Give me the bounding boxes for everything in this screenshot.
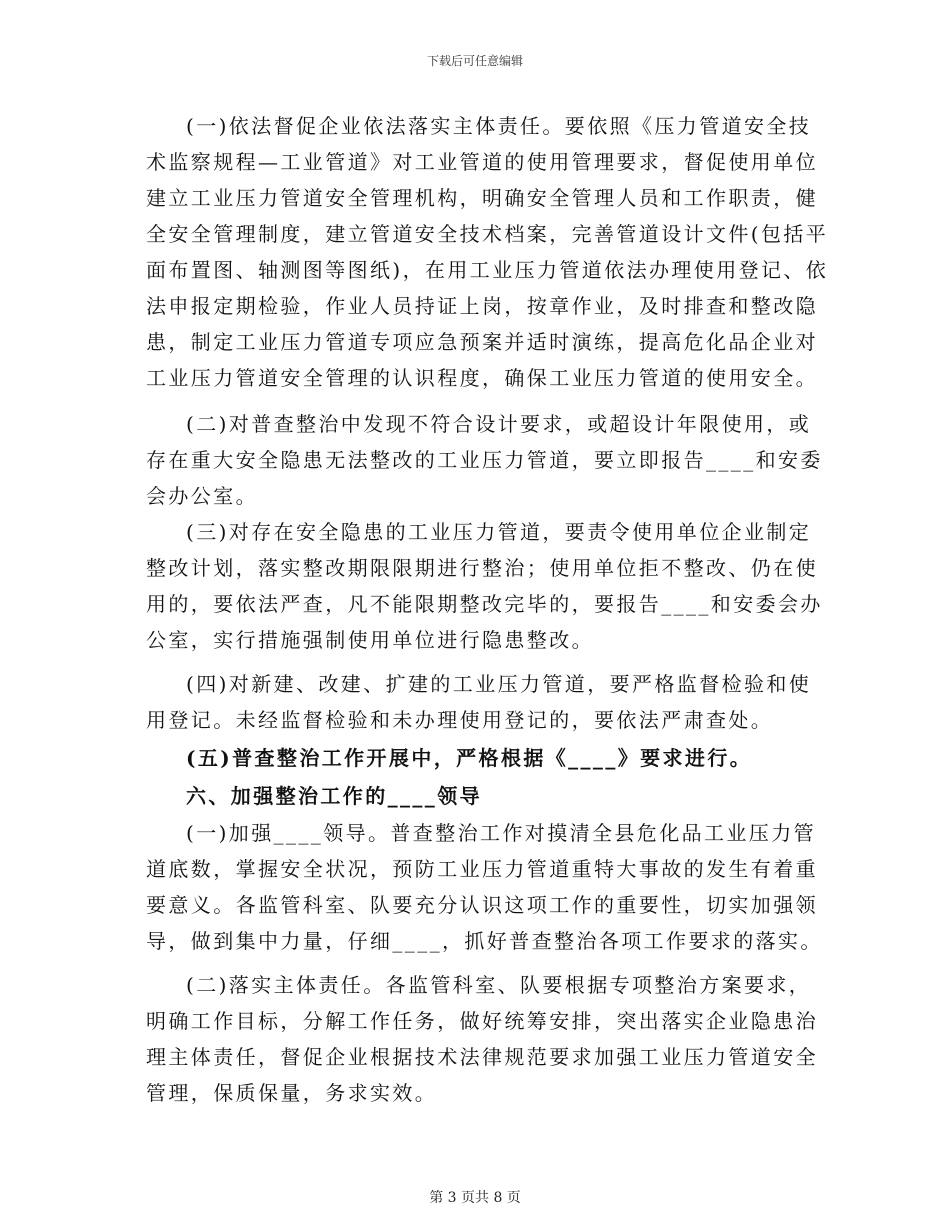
paragraph-line: (一)依法督促企业依法落实主体责任。要依照《压力管道安全技: [186, 114, 812, 138]
paragraph-line: 明确工作目标，分解工作任务，做好统筹安排，突出落实企业隐患治: [146, 1009, 818, 1033]
paragraph-line: 导，做到集中力量，仔细____，抓好普查整治各项工作要求的落实。: [146, 929, 823, 953]
paragraph-line: 用的，要依法严查，凡不能限期整改完毕的，要报告____和安委会办: [146, 592, 823, 616]
paragraph-line: 会办公室。: [146, 484, 258, 508]
paragraph-line: 面布置图、轴测图等图纸)，在用工业压力管道依法办理使用登记、依: [146, 258, 829, 282]
paragraph-line: 全安全管理制度，建立管道安全技术档案，完善管道设计文件(包括平: [146, 222, 829, 246]
paragraph-line: 道底数，掌握安全状况，预防工业压力管道重特大事故的发生有着重: [146, 857, 818, 881]
paragraph-line: 患，制定工业压力管道专项应急预案并适时演练，提高危化品企业对: [146, 330, 818, 354]
section-heading: 六、加强整治工作的____领导: [186, 784, 482, 808]
paragraph-line: 术监察规程—工业管道》对工业管道的使用管理要求，督促使用单位: [146, 150, 818, 174]
paragraph-line: (二)落实主体责任。各监管科室、队要根据专项整治方案要求，: [186, 973, 812, 997]
paragraph-line: 存在重大安全隐患无法整改的工业压力管道，要立即报告____和安委: [146, 448, 823, 472]
paragraph-line: (二)对普查整治中发现不符合设计要求，或超设计年限使用，或: [186, 412, 812, 436]
paragraph-line: 用登记。未经监督检验和未办理使用登记的，要依法严肃查处。: [146, 708, 774, 732]
paragraph-line: (一)加强____领导。普查整治工作对摸清全县危化品工业压力管: [186, 821, 817, 845]
paragraph-line: 工业压力管道安全管理的认识程度，确保工业压力管道的使用安全。: [146, 366, 818, 390]
paragraph-line: (四)对新建、改建、扩建的工业压力管道，要严格监督检验和使: [186, 672, 812, 696]
paragraph-line: 要意义。各监管科室、队要充分认识这项工作的重要性，切实加强领: [146, 893, 818, 917]
page-header: 下载后可任意编辑: [426, 54, 523, 68]
page-footer: 第 3 页共 8 页: [429, 1190, 521, 1206]
paragraph-line: (三)对存在安全隐患的工业压力管道，要责令使用单位企业制定: [186, 520, 812, 544]
paragraph-line: 理主体责任，督促企业根据技术法律规范要求加强工业压力管道安全: [146, 1045, 818, 1069]
paragraph-line: 整改计划，落实整改期限限期进行整治；使用单位拒不整改、仍在使: [146, 556, 818, 580]
bold-paragraph-line: (五)普查整治工作开展中，严格根据《____》要求进行。: [186, 746, 753, 770]
paragraph-line: 法申报定期检验，作业人员持证上岗，按章作业，及时排查和整改隐: [146, 294, 818, 318]
paragraph-line: 管理，保质保量，务求实效。: [146, 1081, 438, 1105]
paragraph-line: 建立工业压力管道安全管理机构，明确安全管理人员和工作职责，健: [146, 186, 818, 210]
paragraph-line: 公室，实行措施强制使用单位进行隐患整改。: [146, 628, 594, 652]
